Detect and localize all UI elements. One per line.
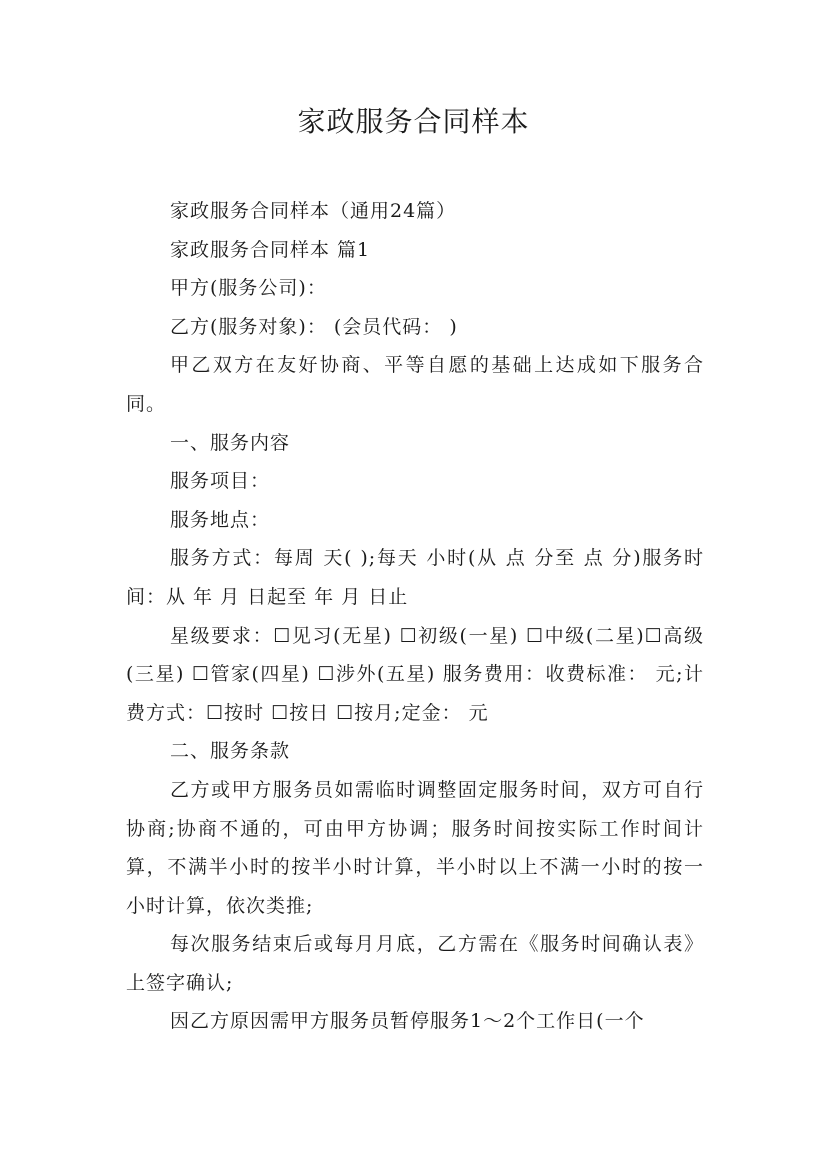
terms-paragraph-1: 乙方或甲方服务员如需临时调整固定服务时间，双方可自行协商;协商不通的，可由甲方协调；服务时间按实际工作时间计算，不满半小时的按半小时计算，半小时以上不满一小时的按一小时计算，依次类推; (126, 778, 704, 917)
document-body (126, 192, 704, 1041)
star-level-paragraph: 星级要求：☐见习(无星) ☐初级(一星) ☐中级(二星)☐高级(三星) ☐管家(四星) ☐涉外(五星) 服务费用：收费标准： 元;计费方式：☐按时 ☐按日 ☐按月;定金： 元 (126, 624, 704, 724)
document-title: 家政服务合同样本 (297, 105, 530, 138)
paragraph-heading-part1: 家政服务合同样本 篇1 (170, 238, 371, 261)
preamble-paragraph: 甲乙双方在友好协商、平等自愿的基础上达成如下服务合同。 (126, 354, 704, 415)
party-a-line: 甲方(服务公司)： (170, 277, 327, 300)
terms-paragraph-2: 每次服务结束后或每月月底，乙方需在《服务时间确认表》上签字确认; (126, 933, 704, 994)
section-heading-service-terms: 二、服务条款 (170, 740, 291, 763)
service-item-line: 服务项目： (170, 470, 271, 493)
party-b-line: 乙方(服务对象)： (会员代码： ) (170, 315, 458, 338)
paragraph-heading-general: 家政服务合同样本（通用24篇） (170, 200, 457, 222)
terms-paragraph-3: 因乙方原因需甲方服务员暂停服务1～2个工作日(一个 (170, 1010, 645, 1033)
service-mode-paragraph: 服务方式：每周 天( );每天 小时(从 点 分至 点 分)服务时间：从 年 月 日起至 年 月 日止 (126, 547, 704, 608)
section-heading-service-content: 一、服务内容 (170, 431, 291, 454)
service-location-line: 服务地点： (170, 508, 271, 531)
